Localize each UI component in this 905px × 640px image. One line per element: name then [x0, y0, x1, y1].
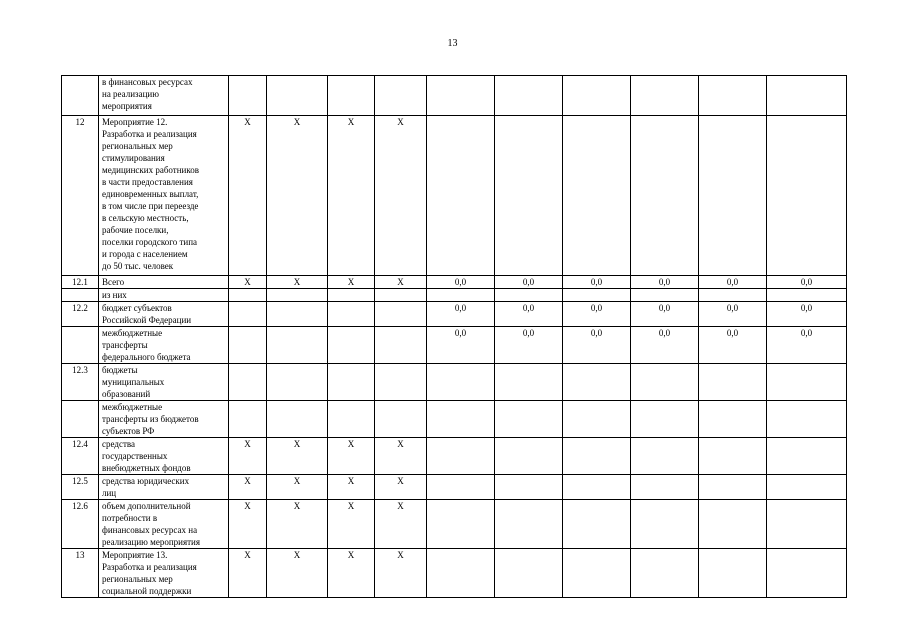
- value-cell: [699, 289, 767, 302]
- mark-cell: X: [328, 475, 375, 500]
- value-cell: 0,0: [631, 276, 699, 289]
- value-cell: [699, 364, 767, 401]
- value-cell: 0,0: [495, 302, 563, 327]
- value-cell: 0,0: [631, 327, 699, 364]
- value-cell: [495, 116, 563, 276]
- value-cell: 0,0: [767, 302, 847, 327]
- mark-cell: [375, 401, 427, 438]
- mark-cell: [229, 289, 267, 302]
- mark-cell: [375, 302, 427, 327]
- value-cell: 0,0: [767, 327, 847, 364]
- mark-cell: [267, 364, 328, 401]
- mark-cell: [328, 302, 375, 327]
- mark-cell: [267, 302, 328, 327]
- value-cell: [631, 116, 699, 276]
- value-cell: 0,0: [699, 302, 767, 327]
- value-cell: [631, 549, 699, 598]
- value-cell: 0,0: [495, 276, 563, 289]
- row-number-cell: 12.3: [62, 364, 99, 401]
- mark-cell: [328, 76, 375, 116]
- row-description-cell: межбюджетные трансферты федерального бюджета: [99, 327, 229, 364]
- value-cell: [427, 401, 495, 438]
- mark-cell: X: [229, 116, 267, 276]
- value-cell: [699, 401, 767, 438]
- value-cell: [767, 364, 847, 401]
- row-description-cell: в финансовых ресурсах на реализацию мероприятия: [99, 76, 229, 116]
- value-cell: 0,0: [563, 302, 631, 327]
- row-number-cell: 12.5: [62, 475, 99, 500]
- mark-cell: X: [267, 276, 328, 289]
- value-cell: [631, 76, 699, 116]
- value-cell: [495, 401, 563, 438]
- value-cell: 0,0: [767, 276, 847, 289]
- value-cell: [631, 475, 699, 500]
- value-cell: [495, 438, 563, 475]
- row-number-cell: 13: [62, 549, 99, 598]
- value-cell: [631, 401, 699, 438]
- value-cell: [767, 289, 847, 302]
- mark-cell: X: [267, 475, 328, 500]
- value-cell: [427, 438, 495, 475]
- mark-cell: X: [229, 276, 267, 289]
- row-number-cell: 12.4: [62, 438, 99, 475]
- row-description-cell: Мероприятие 12. Разработка и реализация региональных мер стимулирования медицинских работников в части предоставления единовременных выплат, в том числе при переезде в сельскую местность, рабочие поселки, поселки городского типа и города с населением до 50 тыс. человек: [99, 116, 229, 276]
- table-row: [62, 302, 847, 327]
- mark-cell: [267, 76, 328, 116]
- value-cell: [699, 500, 767, 549]
- table-row: [62, 401, 847, 438]
- value-cell: 0,0: [495, 327, 563, 364]
- value-cell: [427, 364, 495, 401]
- value-cell: [563, 76, 631, 116]
- value-cell: 0,0: [427, 276, 495, 289]
- mark-cell: [328, 327, 375, 364]
- table-row: [62, 289, 847, 302]
- mark-cell: [229, 401, 267, 438]
- value-cell: [767, 475, 847, 500]
- row-number-cell: [62, 289, 99, 302]
- row-description-cell: средства государственных внебюджетных фондов: [99, 438, 229, 475]
- value-cell: [699, 475, 767, 500]
- value-cell: [495, 475, 563, 500]
- row-number-cell: 12.1: [62, 276, 99, 289]
- row-number-cell: 12.6: [62, 500, 99, 549]
- value-cell: 0,0: [427, 302, 495, 327]
- row-number-cell: [62, 76, 99, 116]
- value-cell: [767, 116, 847, 276]
- value-cell: [495, 364, 563, 401]
- mark-cell: X: [375, 549, 427, 598]
- value-cell: 0,0: [563, 276, 631, 289]
- mark-cell: [375, 327, 427, 364]
- value-cell: [563, 549, 631, 598]
- mark-cell: [267, 401, 328, 438]
- row-number-cell: [62, 401, 99, 438]
- value-cell: [563, 475, 631, 500]
- table-row: [62, 549, 847, 598]
- page-number: 13: [447, 38, 458, 49]
- row-description-cell: бюджет субъектов Российской Федерации: [99, 302, 229, 327]
- value-cell: [563, 401, 631, 438]
- mark-cell: X: [267, 438, 328, 475]
- mark-cell: X: [328, 438, 375, 475]
- value-cell: [563, 364, 631, 401]
- mark-cell: [267, 289, 328, 302]
- mark-cell: [375, 289, 427, 302]
- row-description-cell: Мероприятие 13. Разработка и реализация региональных мер социальной поддержки: [99, 549, 229, 598]
- mark-cell: X: [267, 116, 328, 276]
- row-description-cell: межбюджетные трансферты из бюджетов субъектов РФ: [99, 401, 229, 438]
- mark-cell: [229, 364, 267, 401]
- row-description-cell: из них: [99, 289, 229, 302]
- table-row: [62, 500, 847, 549]
- value-cell: [427, 549, 495, 598]
- value-cell: [563, 438, 631, 475]
- value-cell: 0,0: [563, 327, 631, 364]
- value-cell: [427, 76, 495, 116]
- value-cell: [767, 500, 847, 549]
- table-row: [62, 76, 847, 116]
- mark-cell: [328, 289, 375, 302]
- value-cell: [699, 76, 767, 116]
- value-cell: [631, 438, 699, 475]
- mark-cell: [375, 364, 427, 401]
- value-cell: 0,0: [699, 276, 767, 289]
- table-row: [62, 475, 847, 500]
- value-cell: [767, 438, 847, 475]
- mark-cell: [229, 302, 267, 327]
- value-cell: [631, 500, 699, 549]
- mark-cell: X: [375, 475, 427, 500]
- row-description-cell: Всего: [99, 276, 229, 289]
- value-cell: [427, 475, 495, 500]
- mark-cell: X: [229, 438, 267, 475]
- row-description-cell: средства юридических лиц: [99, 475, 229, 500]
- mark-cell: X: [328, 116, 375, 276]
- mark-cell: [267, 327, 328, 364]
- budget-table: [61, 75, 847, 598]
- value-cell: [699, 549, 767, 598]
- mark-cell: X: [229, 475, 267, 500]
- value-cell: [699, 116, 767, 276]
- row-number-cell: 12.2: [62, 302, 99, 327]
- mark-cell: X: [375, 116, 427, 276]
- mark-cell: [229, 327, 267, 364]
- value-cell: [495, 76, 563, 116]
- value-cell: [563, 116, 631, 276]
- value-cell: [767, 549, 847, 598]
- table-row: [62, 276, 847, 289]
- mark-cell: X: [229, 500, 267, 549]
- mark-cell: X: [375, 438, 427, 475]
- value-cell: [495, 289, 563, 302]
- row-number-cell: 12: [62, 116, 99, 276]
- mark-cell: X: [375, 276, 427, 289]
- value-cell: 0,0: [699, 327, 767, 364]
- mark-cell: X: [375, 500, 427, 549]
- mark-cell: X: [328, 500, 375, 549]
- mark-cell: X: [328, 276, 375, 289]
- row-description-cell: бюджеты муниципальных образований: [99, 364, 229, 401]
- value-cell: [563, 500, 631, 549]
- mark-cell: [328, 401, 375, 438]
- mark-cell: [375, 76, 427, 116]
- mark-cell: [328, 364, 375, 401]
- table-row: [62, 116, 847, 276]
- table-row: [62, 438, 847, 475]
- mark-cell: X: [229, 549, 267, 598]
- value-cell: [631, 289, 699, 302]
- row-description-cell: объем дополнительной потребности в финансовых ресурсах на реализацию мероприятия: [99, 500, 229, 549]
- value-cell: [563, 289, 631, 302]
- value-cell: [631, 364, 699, 401]
- value-cell: 0,0: [427, 327, 495, 364]
- mark-cell: [229, 76, 267, 116]
- row-number-cell: [62, 327, 99, 364]
- value-cell: [427, 116, 495, 276]
- mark-cell: X: [267, 549, 328, 598]
- value-cell: 0,0: [631, 302, 699, 327]
- value-cell: [427, 500, 495, 549]
- table-body: [62, 76, 847, 598]
- value-cell: [767, 401, 847, 438]
- value-cell: [495, 549, 563, 598]
- value-cell: [767, 76, 847, 116]
- mark-cell: X: [267, 500, 328, 549]
- value-cell: [495, 500, 563, 549]
- table-row: [62, 327, 847, 364]
- value-cell: [699, 438, 767, 475]
- table-row: [62, 364, 847, 401]
- mark-cell: X: [328, 549, 375, 598]
- value-cell: [427, 289, 495, 302]
